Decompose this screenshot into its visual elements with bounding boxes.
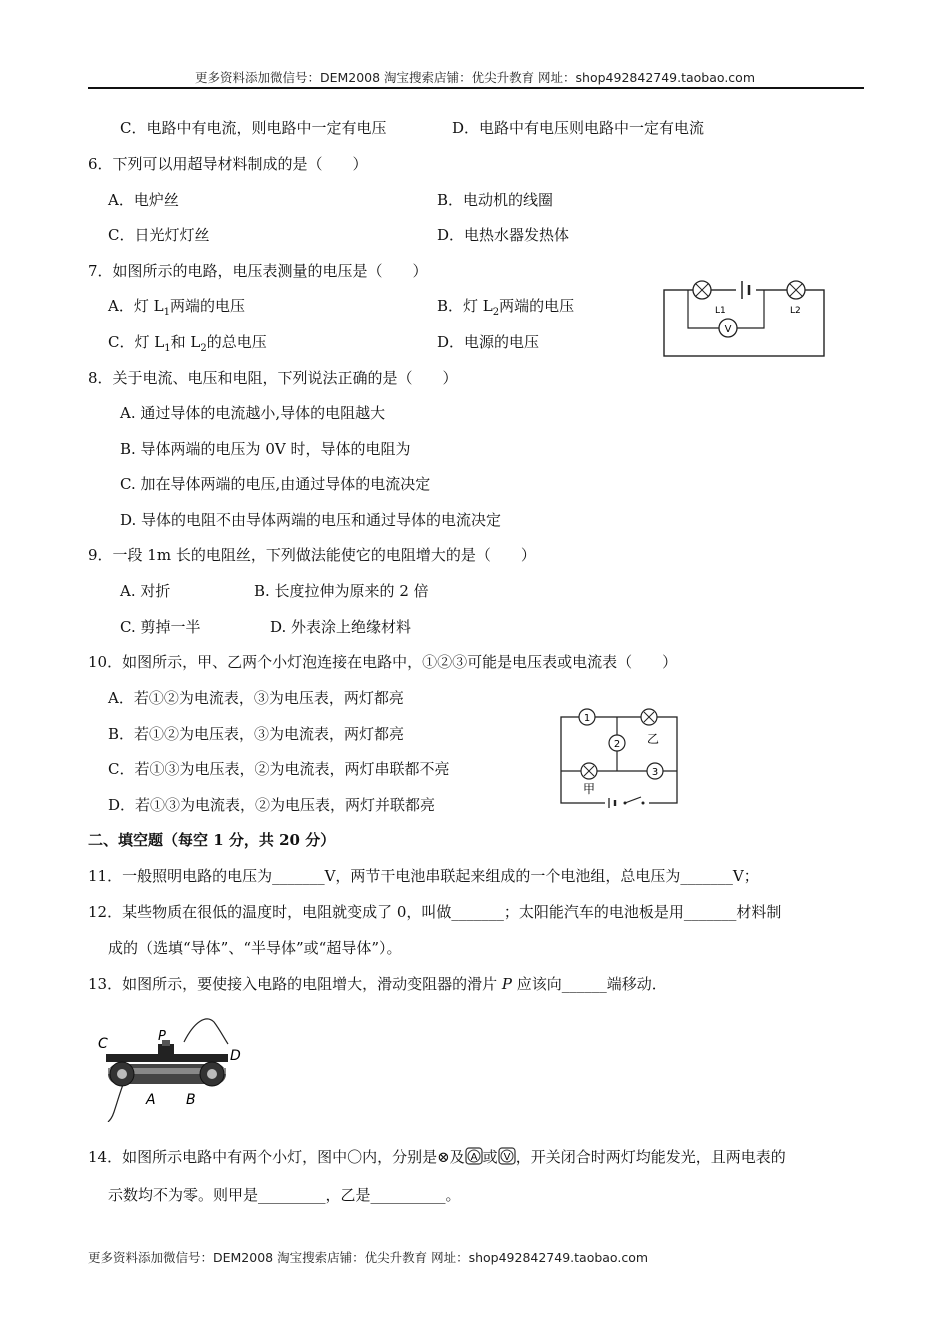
q12-line1: 12．某些物质在很低的温度时，电阻就变成了 0，叫做_______；太阳能汽车的电池板是用_______材料制 bbox=[88, 903, 782, 921]
meter-1-label: 1 bbox=[583, 713, 591, 724]
page-header: 更多资料添加微信号：DEM2008 淘宝搜索店铺：优尖升教育 网址：shop492842749.taobao.com bbox=[194, 70, 756, 85]
q11: 11．一般照明电路的电压为_______V，两节干电池串联起来组成的一个电池组，总电压为_______V； bbox=[88, 867, 759, 885]
ammeter-symbol-icon bbox=[465, 1147, 483, 1165]
q6-option-c: C．日光灯灯丝 bbox=[108, 226, 210, 244]
q10-stem: 10．如图所示，甲、乙两个小灯泡连接在电路中，①②③可能是电压表或电流表（ ） bbox=[88, 653, 678, 671]
terminal-c-label: C bbox=[98, 1036, 108, 1052]
terminal-d-label: D bbox=[230, 1048, 241, 1064]
section-2-title: 二、填空题（每空 1 分，共 20 分） bbox=[88, 831, 336, 849]
q10-option-c: C．若①③为电压表，②为电流表，两灯串联都不亮 bbox=[108, 760, 450, 778]
q8-option-b: B. 导体两端的电压为 0V 时，导体的电阻为 bbox=[120, 440, 411, 458]
q10-circuit-figure bbox=[555, 705, 685, 811]
q13: 13．如图所示，要使接入电路的电阻增大，滑动变阻器的滑片 P 应该向______端移动． bbox=[88, 975, 667, 993]
terminal-a-label: A bbox=[146, 1092, 156, 1108]
q6-option-a: A．电炉丝 bbox=[108, 191, 179, 209]
svg-text:V: V bbox=[503, 1152, 511, 1163]
l1-label: L1 bbox=[715, 306, 726, 316]
voltmeter-label: V bbox=[724, 324, 732, 335]
q7-option-c: C．灯 $L_1$和 $L_2$的总电压 bbox=[108, 333, 267, 354]
meter-3-label: 3 bbox=[651, 767, 659, 778]
q10-option-d: D．若①③为电流表，②为电压表，两灯并联都亮 bbox=[108, 796, 436, 814]
q9-option-a: A. 对折 bbox=[120, 582, 171, 600]
q8-option-c: C. 加在导体两端的电压,由通过导体的电流决定 bbox=[120, 475, 431, 493]
q14-line2: 示数均不为零。则甲是_________，乙是__________。 bbox=[108, 1186, 461, 1204]
lamp-yi-label: 乙 bbox=[647, 732, 660, 746]
q7-option-d: D．电源的电压 bbox=[437, 333, 540, 351]
header-rule bbox=[88, 87, 864, 89]
q6-stem: 6．下列可以用超导材料制成的是（ ） bbox=[88, 155, 368, 173]
page-footer: 更多资料添加微信号：DEM2008 淘宝搜索店铺：优尖升教育 网址：shop492842749.taobao.com bbox=[88, 1250, 649, 1265]
q9-option-b: B. 长度拉伸为原来的 2 倍 bbox=[254, 582, 429, 600]
q7-circuit-figure bbox=[660, 276, 828, 362]
q5-option-c: C．电路中有电流，则电路中一定有电压 bbox=[120, 119, 387, 137]
lamp-jia-label: 甲 bbox=[583, 782, 596, 796]
svg-text:A: A bbox=[470, 1152, 478, 1163]
slider-icon bbox=[158, 1044, 174, 1058]
q7-option-a: A．灯 $L_1$两端的电压 bbox=[108, 297, 245, 318]
q7-option-b: B．灯 $L_2$两端的电压 bbox=[437, 297, 575, 318]
q12-line2: 成的（选填“导体”、“半导体”或“超导体”）。 bbox=[108, 939, 402, 957]
q14-line1: 14．如图所示电路中有两个小灯，图中〇内，分别是⊗及 A 或 V ，开关闭合时两灯均能发光，且两电表的 bbox=[88, 1148, 786, 1166]
q6-option-d: D．电热水器发热体 bbox=[437, 226, 570, 244]
voltmeter-symbol-icon bbox=[498, 1147, 516, 1165]
slider-p-label: P bbox=[158, 1029, 166, 1044]
q7-stem: 7．如图所示的电路，电压表测量的电压是（ ） bbox=[88, 262, 428, 280]
q5-option-d: D．电路中有电压则电路中一定有电流 bbox=[452, 119, 705, 137]
terminal-b-label: B bbox=[186, 1092, 196, 1108]
q8-stem: 8．关于电流、电压和电阻，下列说法正确的是（ ） bbox=[88, 369, 458, 387]
q6-option-b: B．电动机的线圈 bbox=[437, 191, 554, 209]
q13-rheostat-figure bbox=[94, 1012, 244, 1122]
meter-2-label: 2 bbox=[613, 739, 621, 750]
q9-stem: 9．一段 1m 长的电阻丝，下列做法能使它的电阻增大的是（ ） bbox=[88, 546, 536, 564]
l2-label: L2 bbox=[790, 306, 801, 316]
q9-option-c: C. 剪掉一半 bbox=[120, 618, 201, 636]
q10-option-a: A．若①②为电流表，③为电压表，两灯都亮 bbox=[108, 689, 404, 707]
q8-option-a: A. 通过导体的电流越小,导体的电阻越大 bbox=[120, 404, 386, 422]
q9-option-d: D. 外表涂上绝缘材料 bbox=[270, 618, 412, 636]
q10-option-b: B．若①②为电压表，③为电流表，两灯都亮 bbox=[108, 725, 405, 743]
q8-option-d: D. 导体的电阻不由导体两端的电压和通过导体的电流决定 bbox=[120, 511, 502, 529]
